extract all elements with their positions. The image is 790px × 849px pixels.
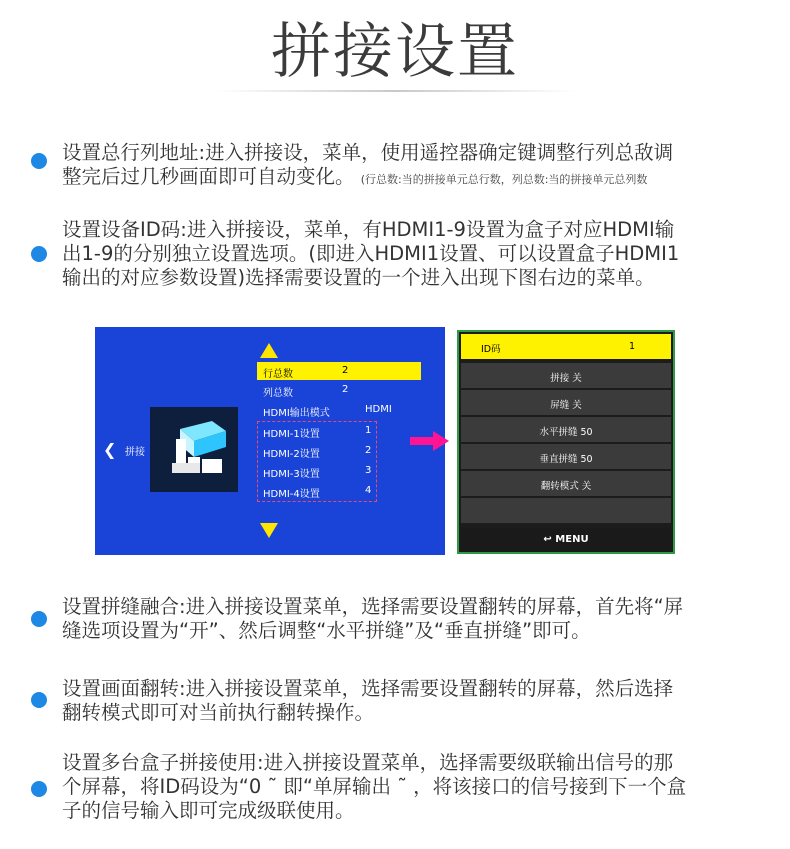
- section-1-note: (行总数:当的拼接单元总行数，列总数:当的拼接单元总列数: [360, 173, 648, 186]
- section-1-line-2: 整完后过几秒画面即可自动变化。 (行总数:当的拼接单元总行数，列总数:当的拼接单元总列数: [62, 165, 648, 188]
- submenu-row-id[interactable]: ID码 1: [461, 334, 671, 359]
- section-2-line-3: 输出的对应参数设置)选择需要设置的一个进入出现下图右边的菜单。: [62, 266, 655, 289]
- section-4-line-1: 设置画面翻转:进入拼接设置菜单，选择需要设置翻转的屏幕，然后选择: [62, 677, 674, 700]
- back-label: 拼接: [125, 447, 145, 458]
- bullet-dot: [31, 781, 47, 797]
- submenu-row-bezel[interactable]: 屏缝 关: [461, 390, 671, 415]
- arrow-right-head-icon: [433, 431, 449, 451]
- section-1-line-1: 设置总行列地址:进入拼接设，菜单，使用遥控器确定键调整行列总敌调: [62, 141, 674, 164]
- arrow-right-icon: [410, 437, 435, 445]
- section-3-line-1: 设置拼缝融合:进入拼接设置菜单，选择需要设置翻转的屏幕，首先将“屏: [62, 595, 684, 618]
- return-icon: ↩: [543, 534, 552, 545]
- menu-row-hdmi-4[interactable]: HDMI-4设置 4: [263, 485, 372, 500]
- menu-back-button[interactable]: ↩ MENU: [461, 528, 671, 552]
- scroll-up-icon[interactable]: [260, 343, 278, 358]
- submenu-row-flip[interactable]: 翻转模式 关: [461, 471, 671, 496]
- section-2-text: [62, 218, 762, 290]
- splice-menu-panel: [95, 327, 445, 555]
- section-3-text: [62, 595, 762, 643]
- section-5-text: [62, 751, 762, 823]
- menu-row-hdmi-mode[interactable]: HDMI输出模式 HDMI: [263, 404, 392, 419]
- scroll-down-icon[interactable]: [260, 523, 278, 538]
- section-5-line-1: 设置多台盒子拼接使用:进入拼接设置菜单，选择需要级联输出信号的那: [62, 751, 674, 774]
- menu-row-rows[interactable]: 行总数 2: [257, 362, 421, 380]
- chevron-left-icon: ❮: [103, 440, 117, 459]
- title-underline: [215, 90, 575, 92]
- menu-row-hdmi-2[interactable]: HDMI-2设置 2: [263, 445, 372, 460]
- menu-row-columns[interactable]: 列总数 2: [263, 384, 349, 399]
- section-4-line-2: 翻转模式即可对当前执行翻转操作。: [62, 701, 375, 724]
- page-title: 拼接设置: [271, 17, 519, 87]
- bullet-dot: [31, 692, 47, 708]
- hdmi-submenu-panel: [457, 330, 675, 554]
- menu-row-hdmi-1[interactable]: HDMI-1设置 1: [263, 425, 372, 440]
- section-1-text: [62, 141, 762, 192]
- submenu-row-h-bezel[interactable]: 水平拼缝 50: [461, 417, 671, 442]
- section-2-line-1: 设置设备ID码:进入拼接设，菜单，有HDMI1-9设置为盒子对应HDMI输: [62, 218, 675, 241]
- submenu-row-v-bezel[interactable]: 垂直拼缝 50: [461, 444, 671, 469]
- menu-row-hdmi-3[interactable]: HDMI-3设置 3: [263, 465, 372, 480]
- bullet-dot: [31, 153, 47, 169]
- submenu-row-splice[interactable]: 拼接 关: [461, 363, 671, 388]
- section-2-line-2: 出1-9的分别独立设置选项。(即进入HDMI1设置、可以设置盒子HDMI1: [62, 242, 680, 265]
- section-3-line-2: 缝选项设置为“开”、然后调整“水平拼缝”及“垂直拼缝”即可。: [62, 619, 591, 642]
- bullet-dot: [31, 611, 47, 627]
- splice-logo-icon: [150, 407, 238, 492]
- section-5-line-3: 子的信号输入即可完成级联使用。: [62, 799, 355, 822]
- submenu-row-empty: [461, 498, 671, 523]
- section-4-text: [62, 677, 762, 725]
- section-5-line-2: 个屏幕，将ID码设为“0 ˜ 即“单屏输出 ˜ ，将该接口的信号接到下一个盒: [62, 775, 687, 798]
- bullet-dot: [31, 246, 47, 262]
